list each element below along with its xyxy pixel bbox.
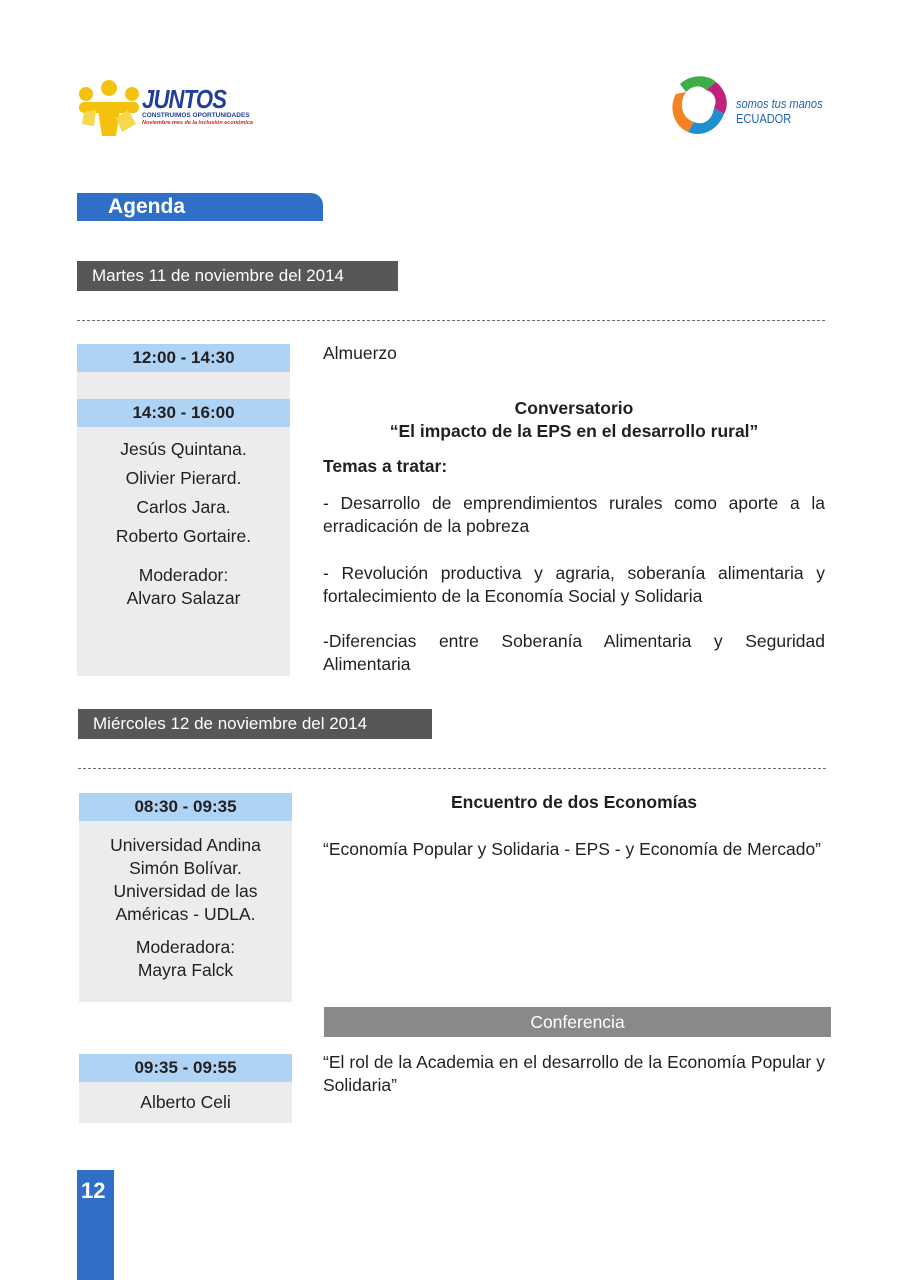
session-title: Conversatorio [514, 398, 634, 418]
ecuador-text: ECUADOR [736, 111, 792, 126]
page-number-tab [77, 1170, 114, 1280]
speaker-name: Jesús Quintana. [120, 439, 247, 459]
topic-item: - Desarrollo de emprendimientos rurales como aporte a la erradicación de la pobreza [323, 493, 825, 536]
time-slot-lunch: 12:00 - 14:30 [77, 344, 290, 372]
topic-item: -Diferencias entre Soberanía Alimentaria y Seguridad Alimentaria [323, 631, 825, 674]
somos-tus-manos-text: somos tus manos [736, 96, 823, 111]
moderator-label: Moderadora: [135, 937, 236, 957]
lunch-box [77, 372, 290, 399]
people-chain-icon [76, 80, 142, 138]
moderator-label: Moderador: [138, 565, 229, 585]
juntos-subtagline: Noviembre mes de la inclusión económica [142, 120, 253, 126]
page-number: 12 [81, 1178, 106, 1203]
conference-description: “El rol de la Academia en el desarrollo de la Economía Popular y Solidaria” [323, 1052, 825, 1095]
speaker-names: Universidad Andina Simón Bolívar. Universidad de las Américas - UDLA. [110, 835, 261, 924]
agenda-header [77, 193, 323, 221]
day-1-label: Martes 11 de noviembre del 2014 [77, 261, 398, 291]
hands-icon [668, 74, 732, 140]
speaker-name: Carlos Jara. [136, 497, 231, 517]
moderator-name: Alvaro Salazar [126, 588, 241, 608]
page-title: Agenda [108, 195, 186, 218]
speaker-name: Olivier Pierard. [125, 468, 242, 488]
juntos-wordmark: JUNTOS [142, 84, 227, 114]
session-subtitle: “El impacto de la EPS en el desarrollo rural” [389, 421, 759, 441]
time-slot-session-2: 08:30 - 09:35 [79, 793, 292, 821]
speakers-box [79, 821, 292, 1002]
time-slot-session-1: 14:30 - 16:00 [77, 399, 290, 427]
juntos-tagline: CONSTRUIMOS OPORTUNIDADES [142, 112, 250, 119]
session-description: “Economía Popular y Solidaria - EPS - y Economía de Mercado” [323, 839, 821, 859]
moderator-name: Mayra Falck [137, 960, 234, 980]
speaker-box: Alberto Celi [79, 1082, 292, 1123]
topics-label: Temas a tratar: [323, 456, 448, 476]
lunch-label: Almuerzo [323, 343, 397, 363]
session-title: Encuentro de dos Economías [450, 792, 698, 812]
day-2-label: Miércoles 12 de noviembre del 2014 [78, 709, 432, 739]
divider [77, 320, 825, 321]
juntos-logo [76, 78, 253, 138]
divider [78, 768, 826, 769]
conference-header: Conferencia [324, 1007, 831, 1037]
speaker-name: Roberto Gortaire. [115, 526, 252, 546]
somos-tus-manos-logo [668, 74, 838, 142]
topic-item: - Revolución productiva y agraria, soberanía alimentaria y fortalecimiento de la Economía Social y Solidaria [323, 563, 825, 606]
time-slot-session-3: 09:35 - 09:55 [79, 1054, 292, 1082]
speakers-box [77, 427, 290, 676]
